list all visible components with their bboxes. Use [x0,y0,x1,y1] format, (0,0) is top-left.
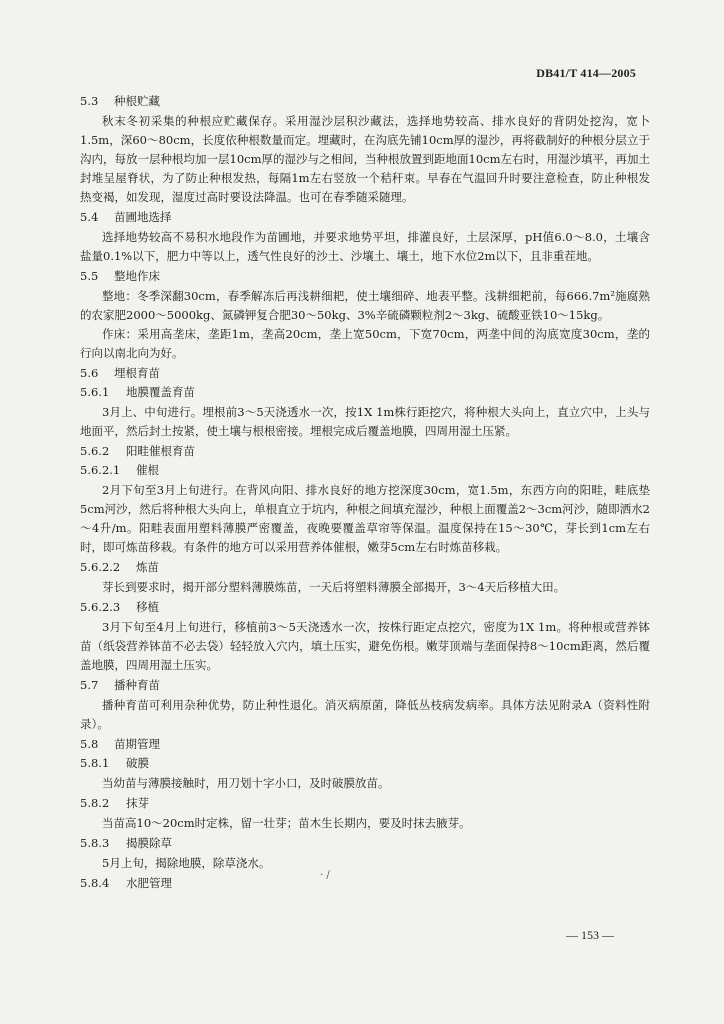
section-number: 5.6.2 [80,444,110,458]
document-standard-number: DB41/T 414—2005 [536,66,636,80]
scan-speck: · / [320,870,330,881]
section-heading [80,835,650,852]
section-title: 揭膜除草 [126,836,172,850]
section-title: 地膜覆盖育苗 [126,385,195,399]
section-heading [80,443,650,460]
section-number: 5.6 [80,366,99,380]
document-body [80,91,650,894]
section-heading [80,384,650,401]
body-paragraph: 作床：采用高垄床，垄距1m，垄高20cm，垄上宽50cm，下宽70cm，两垄中间的沟底宽度30cm，垄的行向以南北向为好。 [80,327,650,360]
section-title: 苗期管理 [114,737,160,751]
section-heading [80,559,650,576]
section-title: 播种育苗 [114,678,160,692]
body-paragraph: 当苗高10～20cm时定株，留一壮芽；苗木生长期内，要及时抹去腋芽。 [102,816,471,830]
section-number: 5.5 [80,269,99,283]
section-heading [80,462,650,479]
body-paragraph: 选择地势较高不易积水地段作为苗圃地，并要求地势平坦，排灌良好，土层深厚，pH值6.0～8.0，土壤含盐量0.1%以下，肥力中等以上，透气性良好的沙土、沙壤土、壤土，地下水位2m以下，且非重茬地。 [80,230,650,263]
section-title: 埋根育苗 [114,366,160,380]
section-heading [80,677,650,694]
section-heading [80,875,650,892]
section-number: 5.8.3 [80,836,110,850]
section-title: 苗圃地选择 [114,210,172,224]
section-number: 5.6.2.3 [80,600,121,614]
section-title: 阳畦催根育苗 [126,444,195,458]
section-heading [80,93,650,110]
section-number: 5.8 [80,737,99,751]
section-title: 整地作床 [114,269,160,283]
section-number: 5.8.1 [80,756,110,770]
body-paragraph: 3月上、中旬进行。埋根前3～5天浇透水一次，按1X 1m株行距挖穴，将种根大头向上，直立穴中，上头与地面平，然后封土按紧，使土壤与根根密接。埋根完成后覆盖地膜，四周用湿土压紧。 [80,405,650,438]
section-number: 5.8.2 [80,796,110,810]
body-paragraph: 芽长到要求时，揭开部分塑料薄膜炼苗，一天后将塑料薄膜全部揭开，3～4天后移植大田。 [102,580,566,594]
section-title: 催根 [136,463,159,477]
section-number: 5.4 [80,210,99,224]
page-number: — 153 — [566,928,614,942]
section-number: 5.6.1 [80,385,110,399]
section-number: 5.6.2.2 [80,560,121,574]
section-title: 炼苗 [136,560,159,574]
section-number: 5.7 [80,678,99,692]
section-heading [80,268,650,285]
body-paragraph: 3月下旬至4月上旬进行，移植前3～5天浇透水一次，按株行距定点挖穴，密度为1X 1m。将种根或营养钵苗（纸袋营养钵苗不必去袋）轻轻放入穴内，填土压实，避免伤根。嫩芽顶端与垄面保持8～10cm距离，然后覆盖地膜，四周用湿土压实。 [80,620,650,672]
section-number: 5.8.4 [80,876,110,890]
body-paragraph: 秋末冬初采集的种根应贮藏保存。采用湿沙层积沙藏法，选择地势较高、排水良好的背阴处挖沟，宽卜1.5m，深60～80cm，长度依种根数量而定。埋藏时，在沟底先铺10cm厚的湿沙，再将截制好的种根分层立于沟内，每放一层种根均加一层10cm厚的湿沙与之相间，当种根放置到距地面10cm左右时，用湿沙填平，再加土封堆呈屋脊状，为了防止种根发热，每隔1m左右竖放一个秸秆束。早春在气温回升时要注意检查，防止种根发热变褐，如发现，湿度过高时要设法降温。也可在春季随采随理。 [80,114,650,204]
section-title: 抹芽 [126,796,149,810]
section-heading [80,209,650,226]
body-paragraph: 播种育苗可利用杂种优势，防止种性退化。消灭病原菌，降低丛枝病发病率。具体方法见附录A（资料性附录）。 [80,698,650,731]
body-paragraph: 当幼苗与薄膜接触时，用刀划十字小口，及时破膜放苗。 [102,776,390,790]
section-number: 5.6.2.1 [80,463,121,477]
section-heading [80,755,650,772]
section-title: 移植 [136,600,159,614]
section-heading [80,736,650,753]
section-title: 种根贮藏 [114,94,160,108]
body-paragraph: 2月下旬至3月上旬进行。在背风向阳、排水良好的地方挖深度30cm，宽1.5m，东西方向的阳畦，畦底垫5cm河沙，然后将种根大头向上，单根直立于坑内，种根之间填充湿沙，种根上面覆盖2～3cm河沙，随即洒水2～4升/m。阳畦表面用塑料薄膜严密覆盖，夜晚要覆盖草帘等保温。温度保持在15～30℃，芽长到1cm左右时，即可炼苗移栽。有条件的地方可以采用营养体催根，嫩芽5cm左右时炼苗移栽。 [80,483,650,554]
section-heading [80,795,650,812]
body-paragraph: 整地：冬季深翻30cm，春季解冻后再浅耕细耙，使土壤细碎、地表平整。浅耕细耙前，每666.7m²施腐熟的农家肥2000～5000kg、氮磷钾复合肥30～50kg、3%辛硫磷颗粒剂2～3kg、硫酸亚铁10～15kg。 [80,289,650,322]
body-paragraph: 5月上旬，揭除地膜，除草浇水。 [102,856,271,870]
section-heading [80,365,650,382]
section-heading [80,599,650,616]
section-title: 水肥管理 [126,876,172,890]
section-number: 5.3 [80,94,99,108]
section-title: 破膜 [126,756,149,770]
